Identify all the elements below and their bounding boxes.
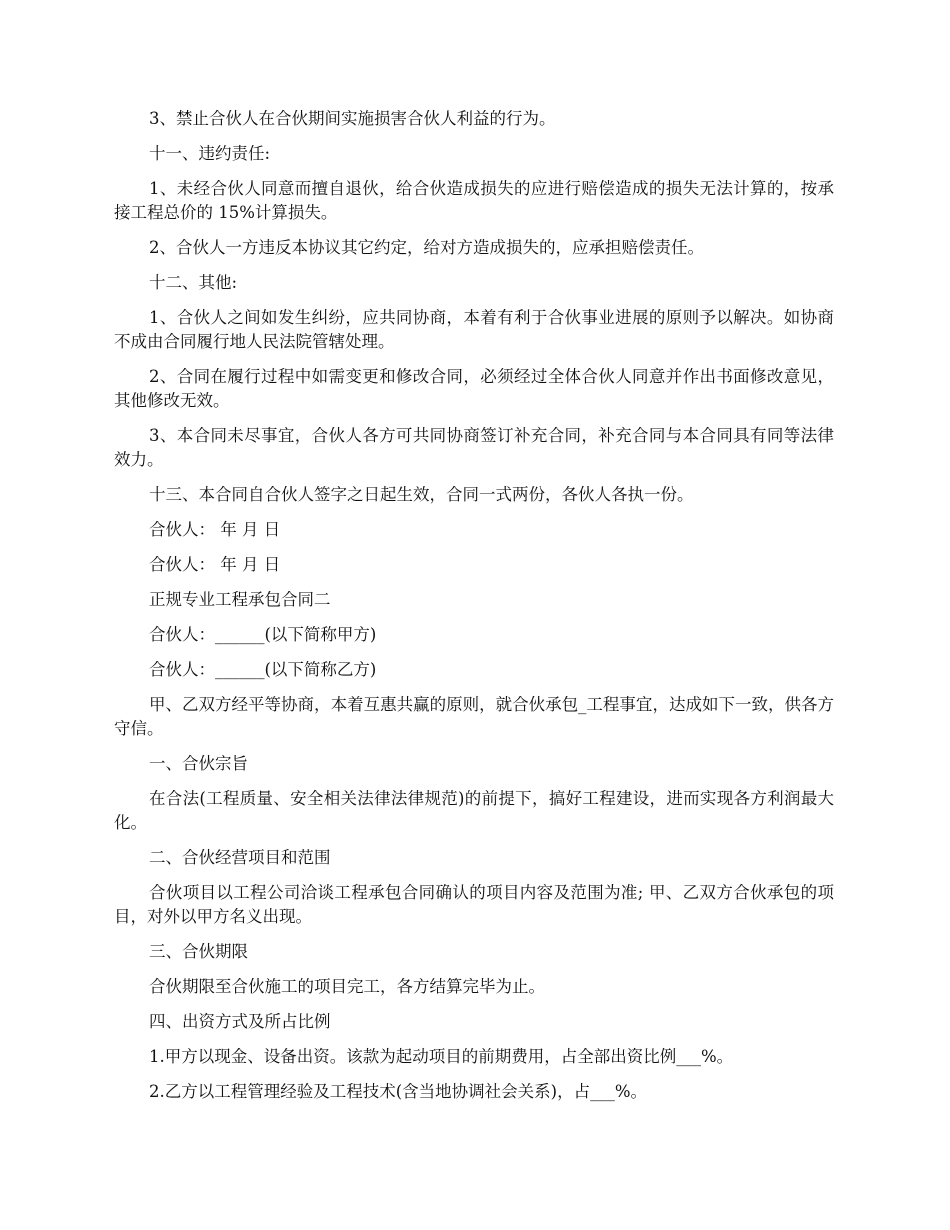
section-heading-breach-liability: 十一、违约责任: [149,144,271,163]
contribution-party-b: 2.乙方以工程管理经验及工程技术(含当地协调社会关系)，占___%。 [149,1082,648,1101]
clause-contract-modification: 2、合同在履行过程中如需变更和修改合同，必须经过全体合伙人同意并作出书面修改意见，其他修改无效。 [114,367,834,410]
section-heading-term: 三、合伙期限 [149,942,248,961]
section-heading-scope: 二、合伙经营项目和范围 [149,848,331,867]
clause-3-no-harm: 3、禁止合伙人在合伙期间实施损害合伙人利益的行为。 [149,109,556,128]
clause-dispute-resolution: 1、合伙人之间如发生纠纷，应共同协商，本着有利于合伙事业进展的原则予以解决。如协商不成由合同履行地人民法院管辖处理。 [114,308,834,351]
clause-other-breach: 2、合伙人一方违反本协议其它约定，给对方造成损失的，应承担赔偿责任。 [149,238,704,257]
purpose-text: 在合法(工程质量、安全相关法律法律规范)的前提下，搞好工程建设，进而实现各方利润最大化。 [114,789,834,832]
scope-text: 合伙项目以工程公司洽谈工程承包合同确认的项目内容及范围为准; 甲、乙双方合伙承包的项目，对外以甲方名义出现。 [114,883,834,926]
document-body [114,107,834,1115]
clause-effective-date: 十三、本合同自合伙人签字之日起生效，合同一式两份，各伙人各执一份。 [149,485,694,504]
section-heading-other: 十二、其他: [149,273,238,292]
term-text: 合伙期限至合伙施工的项目完工，各方结算完毕为止。 [149,977,545,996]
signature-line-partner-1: 合伙人： 年 月 日 [149,520,281,539]
signature-line-partner-2: 合伙人： 年 月 日 [149,555,281,574]
party-a-line: 合伙人：______(以下简称甲方) [149,625,377,644]
preamble: 甲、乙双方经平等协商，本着互惠共赢的原则，就合伙承包_工程事宜，达成如下一致，供各方守信。 [114,695,834,738]
clause-supplementary-contract: 3、本合同未尽事宜，合伙人各方可共同协商签订补充合同，补充合同与本合同具有同等法律效力。 [114,426,834,469]
section-heading-contribution: 四、出资方式及所占比例 [149,1012,331,1031]
section-heading-purpose: 一、合伙宗旨 [149,754,248,773]
contract-2-title: 正规专业工程承包合同二 [149,590,331,609]
clause-unauthorized-withdrawal: 1、未经合伙人同意而擅自退伙，给合伙造成损失的应进行赔偿造成的损失无法计算的，按承接工程总价的 15%计算损失。 [114,179,834,222]
contribution-party-a: 1.甲方以现金、设备出资。该款为起动项目的前期费用，占全部出资比例___%。 [149,1047,734,1066]
party-b-line: 合伙人：______(以下简称乙方) [149,660,377,679]
